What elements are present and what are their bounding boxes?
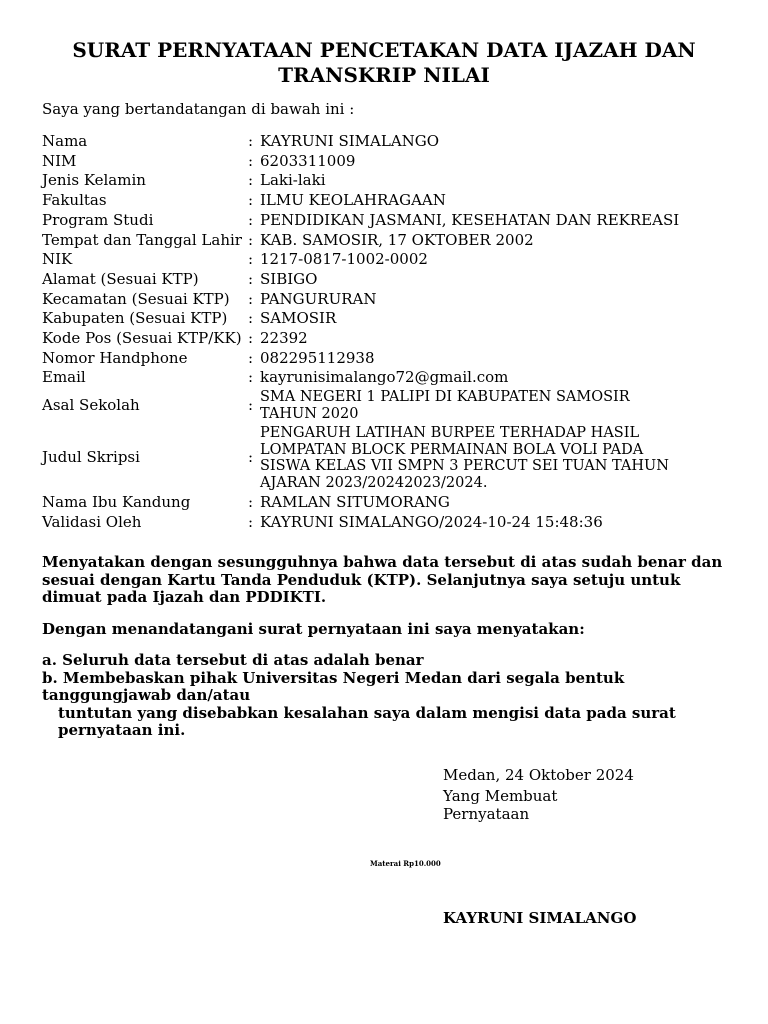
field-colon: : (248, 230, 254, 249)
maker-label: Yang Membuat Pernyataan (443, 787, 558, 823)
statement-intro: Dengan menandatangani surat pernyataan ini saya menyatakan: (42, 620, 585, 638)
field-label: Fakultas (42, 191, 107, 210)
field-value: KAYRUNI SIMALANGO (260, 132, 440, 150)
field-value: 1217-0817-1002-0002 (260, 250, 428, 269)
field-row-nik (42, 250, 682, 270)
field-row-jenis-kelamin (42, 171, 682, 191)
field-label: Nama (42, 132, 88, 150)
intro-text: Saya yang bertandatangan di bawah ini : (42, 100, 355, 118)
field-label: Email (42, 368, 86, 387)
field-value: 082295112938 (260, 348, 375, 367)
field-row-nim (42, 152, 682, 172)
field-label: Kode Pos (Sesuai KTP/KK) (42, 329, 242, 348)
field-row-nama (42, 132, 682, 152)
field-row-tempat-tanggal-lahir (42, 231, 682, 251)
field-value: SAMOSIR (260, 309, 337, 328)
field-label: Kecamatan (Sesuai KTP) (42, 289, 230, 308)
point-b-line-2: tuntutan yang disebabkan kesalahan saya dalam mengisi data pada surat pernyataan ini. (58, 703, 676, 739)
field-value: PANGURURAN (260, 289, 377, 308)
field-row-alamat (42, 270, 682, 290)
field-colon: : (248, 269, 254, 288)
field-label: Tempat dan Tanggal Lahir (42, 230, 242, 249)
field-value: SMA NEGERI 1 PALIPI DI KABUPATEN SAMOSIR TAHUN 2020 (260, 389, 630, 422)
field-colon: : (248, 171, 254, 190)
title-line-1: SURAT PERNYATAAN PENCETAKAN DATA IJAZAH DAN (72, 38, 696, 62)
field-value: PENGARUH LATIHAN BURPEE TERHADAP HASIL LOMPATAN BLOCK PERMAINAN BOLA VOLI PADA SISWA KELAS VII SMPN 3 PERCUT SEI TUAN TAHUN AJARAN 2023/20242023/2024. (260, 424, 669, 492)
field-value: ILMU KEOLAHRAGAAN (260, 191, 446, 210)
field-value: KAYRUNI SIMALANGO/2024-10-24 15:48:36 (260, 512, 603, 531)
document-title (0, 38, 768, 88)
field-label: Kabupaten (Sesuai KTP) (42, 309, 228, 328)
field-colon: : (248, 289, 254, 308)
field-colon: : (248, 132, 254, 150)
field-colon: : (248, 492, 254, 511)
field-value: Laki-laki (260, 171, 326, 190)
field-label: Validasi Oleh (42, 512, 142, 531)
field-colon: : (248, 250, 254, 269)
field-colon: : (248, 210, 254, 229)
field-colon: : (248, 309, 254, 328)
field-label: Nama Ibu Kandung (42, 492, 191, 511)
field-label: Nomor Handphone (42, 348, 188, 367)
field-row-asal-sekolah (42, 388, 682, 424)
field-colon: : (248, 191, 254, 210)
field-row-nama-ibu-kandung (42, 493, 682, 513)
field-colon: : (248, 348, 254, 367)
field-colon: : (248, 151, 254, 170)
field-row-fakultas (42, 191, 682, 211)
field-value: PENDIDIKAN JASMANI, KESEHATAN DAN REKREASI (260, 210, 680, 229)
signer-name: KAYRUNI SIMALANGO (443, 909, 637, 927)
field-label: NIM (42, 151, 77, 170)
field-row-kabupaten (42, 309, 682, 329)
field-value: kayrunisimalango72@gmail.com (260, 368, 509, 387)
place-date: Medan, 24 Oktober 2024 (443, 766, 634, 784)
field-row-email (42, 368, 682, 388)
field-value: SIBIGO (260, 269, 318, 288)
field-label: Jenis Kelamin (42, 171, 146, 190)
field-value: 6203311009 (260, 151, 356, 170)
point-b-line-1: b. Membebaskan pihak Universitas Negeri Medan dari segala bentuk tanggungjawab dan/atau (42, 668, 625, 704)
field-row-kecamatan (42, 290, 682, 310)
title-line-2: TRANSKRIP NILAI (278, 63, 490, 87)
field-row-program-studi (42, 211, 682, 231)
field-label: Alamat (Sesuai KTP) (42, 269, 199, 288)
field-label: Program Studi (42, 210, 154, 229)
field-row-kode-pos (42, 329, 682, 349)
materai-stamp-label: Materai Rp10.000 (370, 859, 441, 868)
field-label: Judul Skripsi (42, 448, 140, 467)
field-label: NIK (42, 250, 73, 269)
field-colon: : (248, 329, 254, 348)
field-row-nomor-handphone (42, 349, 682, 369)
field-label: Asal Sekolah (42, 396, 140, 415)
field-value: KAB. SAMOSIR, 17 OKTOBER 2002 (260, 230, 534, 249)
statement-points (42, 652, 742, 740)
field-value: 22392 (260, 329, 308, 348)
field-colon: : (248, 512, 254, 531)
field-row-judul-skripsi (42, 424, 682, 493)
field-colon: : (248, 396, 254, 415)
field-row-validasi-oleh (42, 513, 682, 533)
field-value: RAMLAN SITUMORANG (260, 492, 450, 511)
declaration-paragraph: Menyatakan dengan sesungguhnya bahwa data tersebut di atas sudah benar dan sesuai dengan Kartu Tanda Penduduk (KTP). Selanjutnya saya setuju untuk dimuat pada Ijazah dan PDDIKTI. (42, 553, 723, 606)
field-colon: : (248, 368, 254, 387)
point-a: a. Seluruh data tersebut di atas adalah benar (42, 651, 424, 669)
identity-table (42, 132, 682, 532)
field-colon: : (248, 448, 254, 467)
